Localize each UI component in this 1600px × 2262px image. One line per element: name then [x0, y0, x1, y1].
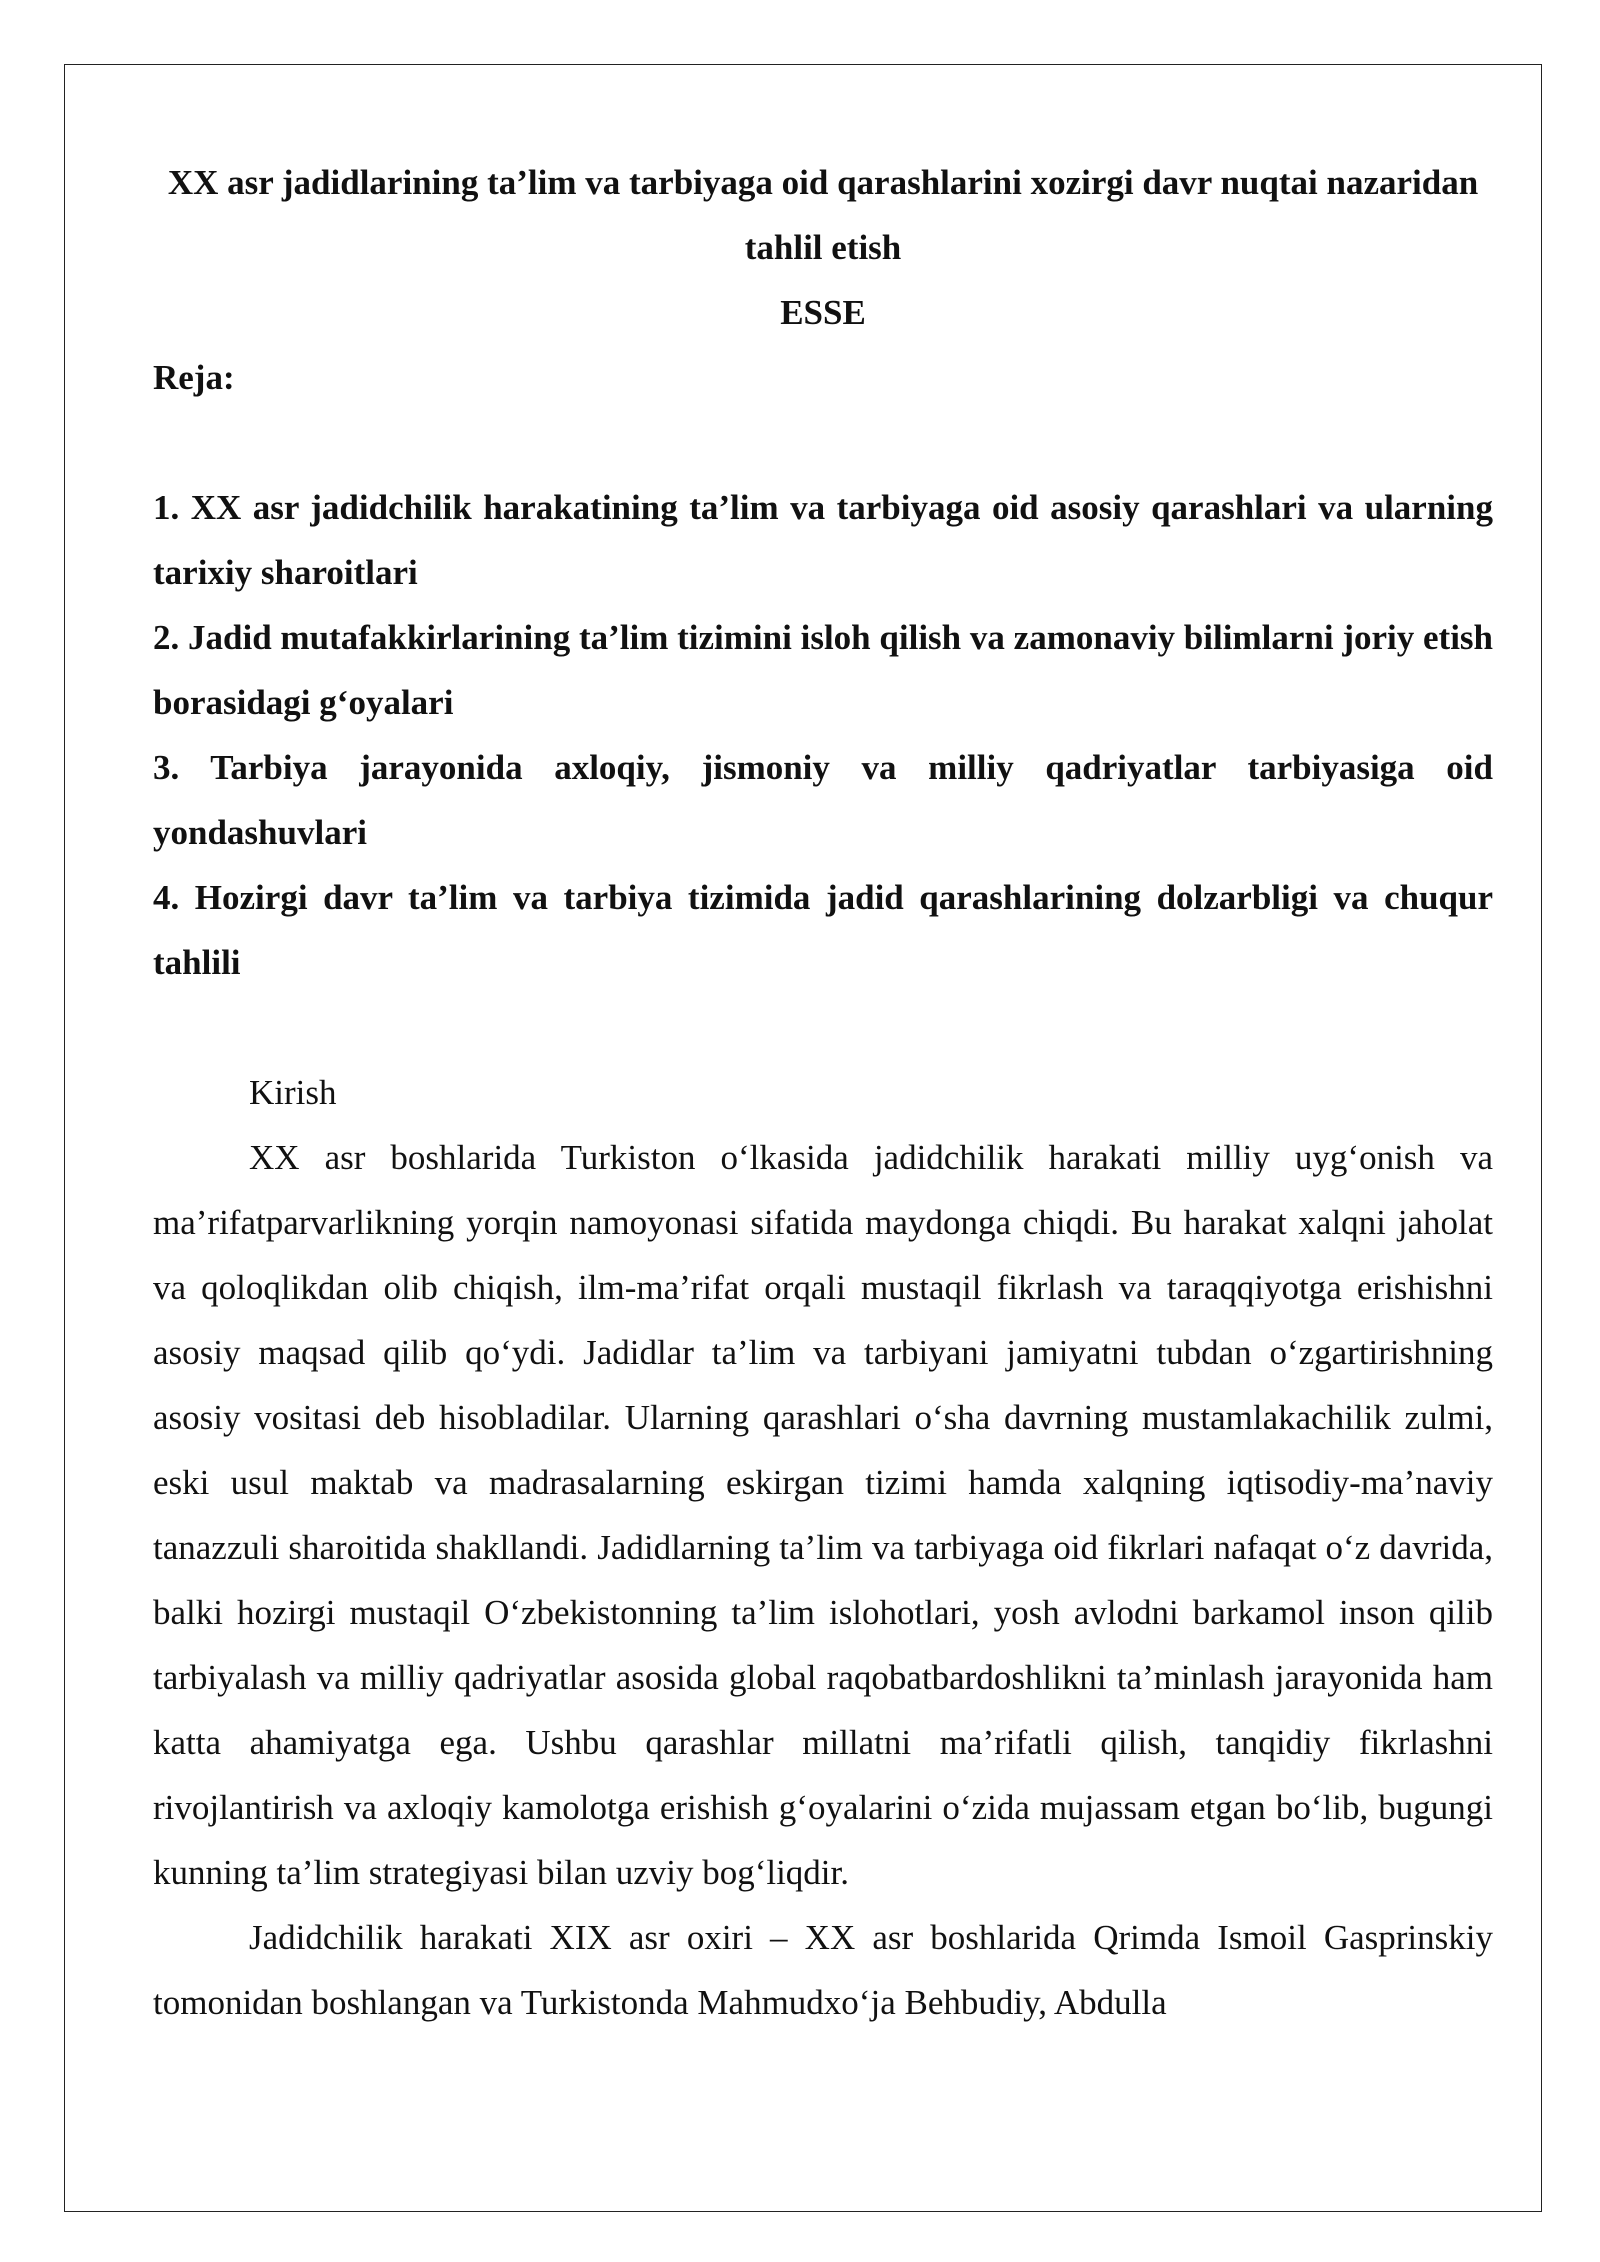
plan-item-1: 1. XX asr jadidchilik harakatining ta’lim va tarbiyaga oid asosiy qarashlari va ularning tarixiy sharoitlari	[153, 488, 1493, 592]
spacer	[153, 995, 1493, 1060]
plan-item-4: 4. Hozirgi davr ta’lim va tarbiya tizimida jadid qarashlarining dolzarbligi va chuqur tahlili	[153, 878, 1493, 982]
intro-paragraph-1: XX asr boshlarida Turkiston o‘lkasida jadidchilik harakati milliy uyg‘onish va ma’rifatparvarlikning yorqin namoyonasi sifatida maydonga chiqdi. Bu harakat xalqni jaholat va qoloqlikdan olib chiqish, ilm-ma’rifat orqali mustaqil fikrlash va taraqqiyotga erishishni asosiy maqsad qilib qo‘ydi. Jadidlar ta’lim va tarbiyani jamiyatni tubdan o‘zgartirishning asosiy vositasi deb hisobladilar. Ularning qarashlari o‘sha davrning mustamlakachilik zulmi, eski usul maktab va madrasalarning eskirgan tizimi hamda xalqning iqtisodiy-ma’naviy tanazzuli sharoitida shakllandi. Jadidlarning ta’lim va tarbiyaga oid fikrlari nafaqat o‘z davrida, balki hozirgi mustaqil O‘zbekistonning ta’lim islohotlari, yosh avlodni barkamol inson qilib tarbiyalash va milliy qadriyatlar asosida global raqobatbardoshlikni ta’minlash jarayonida ham katta ahamiyatga ega. Ushbu qarashlar millatni ma’rifatli qilish, tanqidiy fikrlashni rivojlantirish va axloqiy kamolotga erishish g‘oyalarini o‘zida mujassam etgan bo‘lib, bugungi kunning ta’lim strategiyasi bilan uzviy bog‘liqdir.	[153, 1138, 1493, 1892]
spacer	[153, 410, 1493, 475]
plan-heading: Reja:	[153, 358, 235, 397]
document-body	[153, 150, 1493, 2035]
plan-list	[153, 475, 1493, 995]
plan-item-2: 2. Jadid mutafakkirlarining ta’lim tizimini isloh qilish va zamonaviy bilimlarni joriy etish borasidagi g‘oyalari	[153, 618, 1493, 722]
document-title: XX asr jadidlarining ta’lim va tarbiyaga oid qarashlarini xozirgi davr nuqtai nazaridan tahlil etish	[167, 163, 1479, 267]
intro-paragraph-2: Jadidchilik harakati XIX asr oxiri – XX asr boshlarida Qrimda Ismoil Gasprinskiy tomonidan boshlangan va Turkistonda Mahmudxo‘ja Behbudiy, Abdulla	[153, 1918, 1493, 2022]
plan-item-3: 3. Tarbiya jarayonida axloqiy, jismoniy va milliy qadriyatlar tarbiyasiga oid yondashuvlari	[153, 748, 1493, 852]
document-genre: ESSE	[780, 293, 866, 332]
intro-heading: Kirish	[249, 1073, 337, 1112]
